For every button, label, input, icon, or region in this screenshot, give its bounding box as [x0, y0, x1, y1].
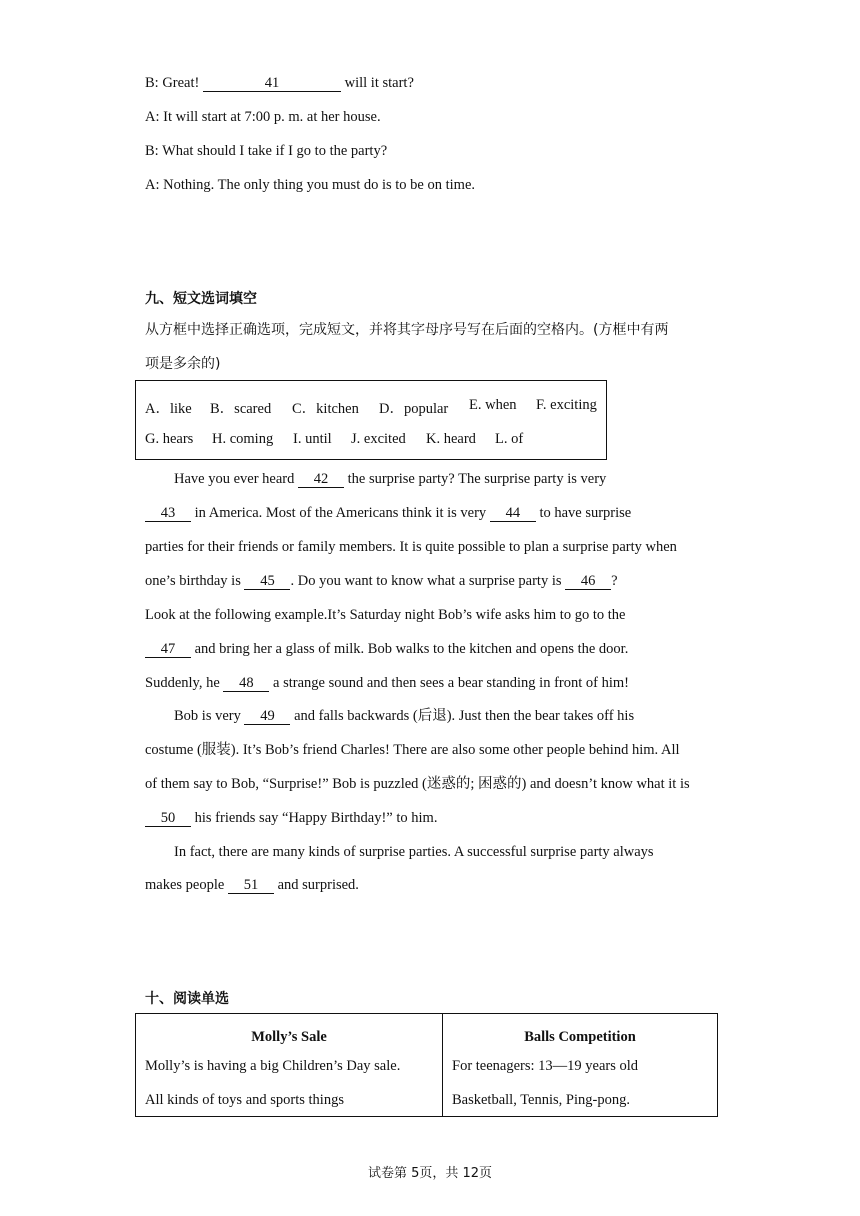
passage-line-1 — [174, 470, 606, 488]
passage-line-12: In fact, there are many kinds of surprise parties. A successful surprise party always — [174, 844, 654, 860]
blank-50[interactable]: 50 — [145, 811, 191, 827]
passage-text: the surprise party? The surprise party is very — [344, 471, 607, 487]
section-9-instruction-cont: 项是多余的) — [145, 356, 221, 372]
passage-line-13 — [145, 876, 359, 894]
blank-48[interactable]: 48 — [223, 676, 269, 692]
passage-text: his friends say “Happy Birthday!” to him. — [191, 810, 438, 826]
section-9-title: 九、短文选词填空 — [145, 291, 257, 307]
passage-line-9: costume (服装). It’s Bob’s friend Charles! There are also some other people behind him. All — [145, 742, 680, 758]
passage-text: and bring her a glass of milk. Bob walks to the kitchen and opens the door. — [191, 641, 629, 657]
section-10-title: 十、阅读单选 — [145, 991, 229, 1007]
passage-text: and falls backwards (后退). Just then the bear takes off his — [290, 708, 635, 724]
option-b: B．scared — [210, 401, 272, 417]
dialogue-line-4: A: Nothing. The only thing you must do is to be on time. — [145, 177, 476, 193]
blank-41[interactable]: 41 — [203, 76, 341, 92]
section-9-instruction: 从方框中选择正确选项，完成短文，并将其字母序号写在后面的空格内。(方框中有两 — [145, 322, 669, 338]
passage-text: to have surprise — [535, 505, 632, 521]
passage-text: in America. Most of the Americans think it is very — [191, 505, 490, 521]
dialogue-line-1 — [145, 74, 414, 92]
blank-51[interactable]: 51 — [228, 878, 274, 894]
passage-line-7 — [145, 674, 629, 692]
passage-text: Bob is very — [174, 708, 245, 724]
option-l: L. of — [495, 431, 524, 447]
passage-text: Suddenly, he — [145, 675, 224, 691]
option-e: E. when — [469, 397, 517, 413]
option-d: D．popular — [379, 401, 449, 417]
blank-44[interactable]: 44 — [490, 506, 536, 522]
blank-43[interactable]: 43 — [145, 506, 191, 522]
option-i: I. until — [293, 431, 332, 447]
dialogue-line-2: A: It will start at 7:00 p. m. at her house. — [145, 109, 381, 125]
option-j: J. excited — [351, 431, 406, 447]
passage-text: one’s birthday is — [145, 573, 245, 589]
passage-line-2 — [145, 504, 631, 522]
passage-line-11 — [145, 809, 437, 827]
dialogue-line-3: B: What should I take if I go to the party? — [145, 143, 388, 159]
balls-competition-cell — [443, 1014, 718, 1117]
option-g: G. hears — [145, 431, 194, 447]
passage-text: makes people — [145, 877, 228, 893]
blank-46[interactable]: 46 — [565, 574, 611, 590]
word-box — [135, 380, 607, 460]
passage-line-8 — [174, 707, 634, 725]
passage-text: Have you ever heard — [174, 471, 298, 487]
dialogue-text: will it start? — [340, 75, 414, 91]
balls-competition-line: For teenagers: 13—19 years old — [452, 1058, 639, 1074]
option-h: H. coming — [212, 431, 274, 447]
passage-line-6 — [145, 640, 628, 658]
molly-sale-title: Molly’s Sale — [251, 1029, 327, 1045]
blank-49[interactable]: 49 — [244, 709, 290, 725]
option-c: C．kitchen — [292, 401, 359, 417]
passage-line-5: Look at the following example.It’s Saturday night Bob’s wife asks him to go to the — [145, 607, 626, 623]
blank-47[interactable]: 47 — [145, 642, 191, 658]
option-f: F. exciting — [536, 397, 597, 413]
blank-45[interactable]: 45 — [244, 574, 290, 590]
molly-sale-line: Molly’s is having a big Children’s Day sale. — [145, 1058, 401, 1074]
passage-text: ? — [611, 573, 618, 589]
passage-text: and surprised. — [273, 877, 359, 893]
molly-sale-line: All kinds of toys and sports things — [145, 1092, 344, 1108]
passage-line-10: of them say to Bob, “Surprise!” Bob is puzzled (迷惑的; 困惑的) and doesn’t know what it is — [145, 776, 690, 792]
passage-text: . Do you want to know what a surprise party is — [290, 573, 566, 589]
molly-sale-cell — [136, 1014, 443, 1117]
option-a: A．like — [145, 401, 192, 417]
ads-table — [135, 1013, 718, 1117]
passage-line-3: parties for their friends or family members. It is quite possible to plan a surprise party when — [145, 539, 677, 555]
passage-text: a strange sound and then sees a bear standing in front of him! — [269, 675, 629, 691]
option-k: K. heard — [426, 431, 476, 447]
passage-line-4 — [145, 572, 618, 590]
page-footer: 试卷第 5页，共 12页 — [367, 1166, 493, 1181]
dialogue-text: B: Great! — [145, 75, 203, 91]
balls-competition-title: Balls Competition — [524, 1029, 636, 1045]
blank-42[interactable]: 42 — [298, 472, 344, 488]
balls-competition-line: Basketball, Tennis, Ping-pong. — [452, 1092, 630, 1108]
